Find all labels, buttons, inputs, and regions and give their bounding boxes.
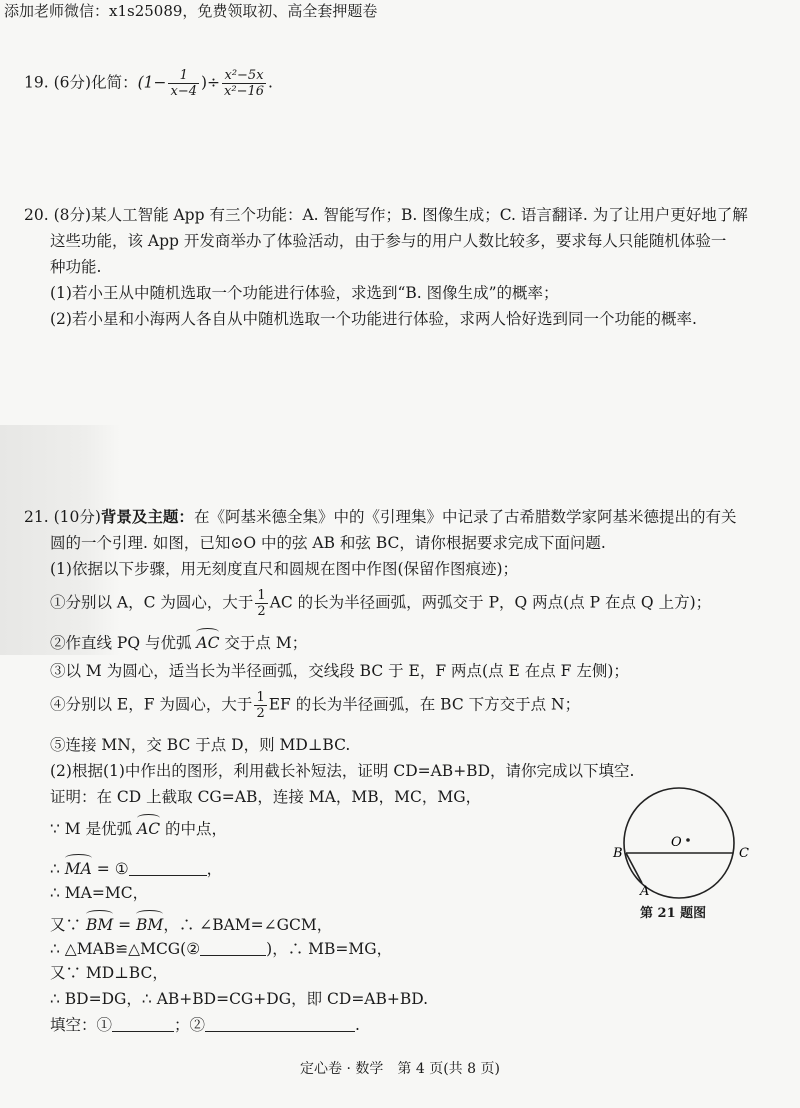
- q20-part1: (1)若小王从中随机选取一个功能进行体验，求选到“B. 图像生成”的概率；: [50, 284, 559, 302]
- q21-line1: [24, 506, 736, 528]
- proof5-post: )，∴ MB=MG，: [266, 940, 393, 958]
- q20-points: (8分): [53, 206, 92, 224]
- step4-num: 1: [256, 690, 265, 705]
- proof5-pre: ∴ △MAB≌△MCG(②: [50, 940, 201, 958]
- q20-line2: 这些功能，该 App 开发商举办了体验活动，由于参与的用户人数比较多，要求每人只能随机体验一: [50, 232, 727, 250]
- q19-fraction-1: [168, 68, 199, 99]
- fill-blank-1[interactable]: [112, 1015, 174, 1032]
- proof-line-7: ∴ BD=DG，∴ AB+BD=CG+DG，即 CD=AB+BD.: [50, 990, 429, 1008]
- proof4-arc-1: BM: [85, 916, 114, 934]
- page-footer: 定心卷 · 数学 第 4 页(共 8 页): [300, 1061, 500, 1077]
- q20-text-1: 某人工智能 App 有三个功能：A. 智能写作；B. 图像生成；C. 语言翻译. 为了让用户更好地了解: [91, 206, 748, 224]
- proof4-post: ，∴ ∠BAM=∠GCM，: [163, 916, 333, 934]
- step4-fraction: [254, 690, 266, 721]
- step1-pre: ①分别以 A，C 为圆心，大于: [50, 593, 254, 612]
- q19-frac1-denominator: x−4: [170, 84, 197, 99]
- q21-text-1: 在《阿基米德全集》中的《引理集》中记录了古希腊数学家阿基米德提出的有关: [193, 508, 737, 526]
- blank-1-answer[interactable]: [129, 859, 207, 876]
- proof-intro: 证明：在 CD 上截取 CG=AB，连接 MA，MB，MC，MG，: [50, 788, 482, 806]
- proof-line-5: [50, 938, 392, 960]
- q21-step4: [50, 690, 580, 721]
- q19-points: (6分): [53, 73, 92, 92]
- q20-line1: [24, 204, 748, 226]
- step1-post: AC 的长为半径画弧，两弧交于 P，Q 两点(点 P 在点 Q 上方)；: [269, 593, 712, 612]
- label-b: B: [613, 846, 623, 861]
- proof1-arc: AC: [137, 820, 161, 838]
- step1-num: 1: [257, 588, 266, 603]
- proof1-post: 的中点，: [160, 820, 228, 838]
- proof2-end: ，: [206, 860, 223, 878]
- step4-den: 2: [256, 706, 265, 721]
- proof2-post: = ①: [91, 860, 129, 878]
- q21-number: 21.: [24, 508, 49, 526]
- proof-line-3: ∴ MA=MC，: [50, 884, 149, 902]
- q21-step5: ⑤连接 MN，交 BC 于点 D，则 MD⊥BC.: [50, 736, 351, 754]
- fill-in-line: [50, 1014, 360, 1036]
- proof2-arc: MA: [64, 860, 92, 878]
- label-a: A: [640, 884, 650, 899]
- q20-line3: 种功能.: [50, 258, 102, 276]
- q21-step2: [50, 632, 307, 654]
- step2-arc: AC: [196, 634, 220, 652]
- fill-pre: 填空：①: [50, 1016, 113, 1034]
- q21-theme: 背景及主题：: [100, 507, 194, 526]
- q20-part2: (2)若小星和小海两人各自从中随机选取一个功能进行体验，求两人恰好选到同一个功能的概率.: [50, 310, 697, 328]
- step2-post: 交于点 M；: [219, 634, 308, 652]
- header-note: 添加老师微信：x1s25089，免费领取初、高全套押题卷: [4, 2, 378, 20]
- step1-fraction: [255, 588, 267, 619]
- proof2-pre: ∴: [50, 860, 65, 878]
- label-c: C: [739, 846, 749, 861]
- proof-line-6: 又∵ MD⊥BC，: [50, 964, 168, 982]
- label-o: O: [671, 835, 682, 850]
- question-19: [24, 68, 273, 99]
- q21-step3: ③以 M 为圆心，适当长为半径画弧，交线段 BC 于 E，F 两点(点 E 在点 F 左侧)；: [50, 662, 629, 680]
- q19-end: .: [268, 73, 273, 92]
- q19-expr-open: (1−: [137, 73, 167, 92]
- proof4-mid: =: [113, 916, 137, 934]
- figure-caption: 第 21 题图: [640, 906, 707, 921]
- step1-den: 2: [257, 604, 266, 619]
- q19-lead: 化简：: [91, 73, 138, 92]
- fill-mid: ；②: [174, 1016, 206, 1034]
- q19-fraction-2: [222, 68, 266, 99]
- q19-expr-close: )÷: [200, 73, 221, 92]
- proof4-arc-2: BM: [136, 916, 164, 934]
- proof-line-2: [50, 858, 222, 880]
- proof4-pre: 又∵: [50, 916, 86, 934]
- center-point: [686, 838, 690, 842]
- q21-step1: [50, 588, 711, 619]
- proof-line-4: [50, 914, 332, 936]
- step2-pre: ②作直线 PQ 与优弧: [50, 634, 197, 652]
- fill-end: .: [355, 1016, 360, 1034]
- q19-number: 19.: [24, 73, 49, 92]
- q21-points: (10分): [53, 508, 101, 526]
- q21-part2: (2)根据(1)中作出的图形，利用截长补短法，证明 CD=AB+BD，请你完成以下填空.: [50, 762, 635, 780]
- proof1-pre: ∵ M 是优弧: [50, 820, 138, 838]
- fill-blank-2[interactable]: [205, 1015, 355, 1032]
- step4-post: EF 的长为半径画弧，在 BC 下方交于点 N；: [268, 695, 581, 714]
- chord-ab: [626, 853, 642, 883]
- q21-line2: 圆的一个引理. 如图，已知⊙O 中的弦 AB 和弦 BC，请你根据要求完成下面问题.: [50, 534, 606, 552]
- q19-frac1-numerator: 1: [168, 68, 199, 84]
- q19-frac2-numerator: x²−5x: [222, 68, 266, 84]
- blank-2-answer[interactable]: [200, 939, 266, 956]
- q21-part1: (1)依据以下步骤，用无刻度直尺和圆规在图中作图(保留作图痕迹)；: [50, 560, 519, 578]
- q20-number: 20.: [24, 206, 49, 224]
- proof-line-1: [50, 818, 227, 840]
- q19-frac2-denominator: x²−16: [224, 84, 265, 99]
- step4-pre: ④分别以 E，F 为圆心，大于: [50, 695, 253, 714]
